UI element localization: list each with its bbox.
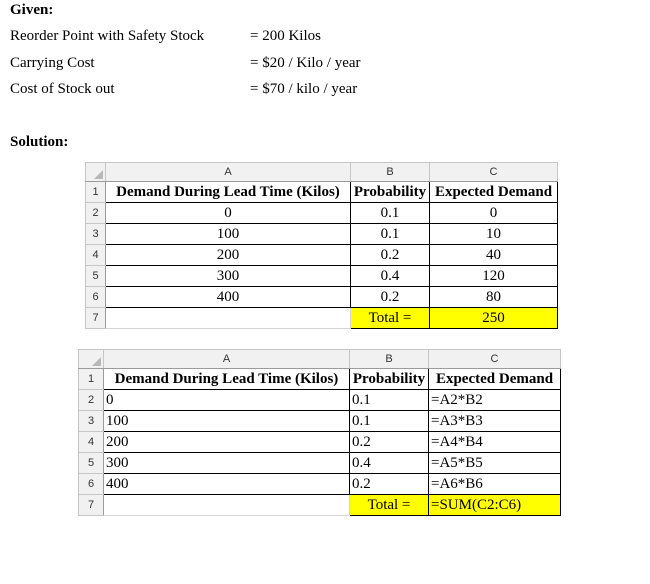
given-row-stock-out-cost xyxy=(10,81,410,101)
cell-formula[interactable]: =A3*B3 xyxy=(429,411,561,432)
spreadsheet-values xyxy=(85,162,558,329)
row-header[interactable]: 5 xyxy=(86,266,106,287)
cell-probability[interactable]: 0.4 xyxy=(351,266,430,287)
solution-heading: Solution: xyxy=(10,134,69,150)
table-row xyxy=(86,245,558,266)
cell-total-label[interactable]: Total = xyxy=(351,308,430,329)
column-header-row xyxy=(86,163,558,182)
cell-demand[interactable]: 200 xyxy=(104,432,350,453)
table-row xyxy=(79,369,561,390)
cell-formula[interactable]: =A6*B6 xyxy=(429,474,561,495)
given-value: = $20 / Kilo / year xyxy=(250,55,361,71)
cell-demand[interactable]: 300 xyxy=(106,266,351,287)
cell-probability[interactable]: 0.1 xyxy=(351,224,430,245)
table-row xyxy=(86,224,558,245)
given-label: Cost of Stock out xyxy=(10,81,115,97)
column-header-a[interactable]: A xyxy=(104,350,350,369)
cell-header-probability[interactable]: Probability xyxy=(350,369,429,390)
table-row xyxy=(79,474,561,495)
cell-expected-demand[interactable]: 10 xyxy=(430,224,558,245)
cell-probability[interactable]: 0.1 xyxy=(350,411,429,432)
cell-header-demand[interactable]: Demand During Lead Time (Kilos) xyxy=(106,182,351,203)
row-header[interactable]: 1 xyxy=(86,182,106,203)
given-label: Reorder Point with Safety Stock xyxy=(10,28,205,44)
table-row xyxy=(79,411,561,432)
cell-header-expected-demand[interactable]: Expected Demand xyxy=(429,369,561,390)
row-header[interactable]: 3 xyxy=(86,224,106,245)
cell-header-demand[interactable]: Demand During Lead Time (Kilos) xyxy=(104,369,350,390)
cell-probability[interactable]: 0.2 xyxy=(351,245,430,266)
cell-total-label[interactable]: Total = xyxy=(350,495,429,516)
given-label: Carrying Cost xyxy=(10,55,95,71)
cell-demand[interactable]: 0 xyxy=(104,390,350,411)
row-header[interactable]: 5 xyxy=(79,453,104,474)
table-row xyxy=(86,203,558,224)
cell-expected-demand[interactable]: 80 xyxy=(430,287,558,308)
cell-demand[interactable]: 300 xyxy=(104,453,350,474)
table-row xyxy=(86,182,558,203)
cell-total-formula[interactable]: =SUM(C2:C6) xyxy=(429,495,561,516)
column-header-c[interactable]: C xyxy=(429,350,561,369)
table-row-total xyxy=(79,495,561,516)
table-row xyxy=(86,266,558,287)
row-header[interactable]: 7 xyxy=(86,308,106,329)
cell-demand[interactable]: 100 xyxy=(106,224,351,245)
cell-expected-demand[interactable]: 0 xyxy=(430,203,558,224)
table-row xyxy=(79,432,561,453)
cell-formula[interactable]: =A4*B4 xyxy=(429,432,561,453)
column-header-b[interactable]: B xyxy=(350,350,429,369)
row-header[interactable]: 1 xyxy=(79,369,104,390)
cell-demand[interactable]: 200 xyxy=(106,245,351,266)
cell-formula[interactable]: =A2*B2 xyxy=(429,390,561,411)
given-value: = 200 Kilos xyxy=(250,28,321,44)
select-all-corner[interactable] xyxy=(79,350,104,369)
row-header[interactable]: 2 xyxy=(86,203,106,224)
cell-probability[interactable]: 0.2 xyxy=(351,287,430,308)
given-heading: Given: xyxy=(10,2,54,18)
table-row xyxy=(86,287,558,308)
table-row-total xyxy=(86,308,558,329)
select-all-corner[interactable] xyxy=(86,163,106,182)
row-header[interactable]: 6 xyxy=(79,474,104,495)
given-row-carrying-cost xyxy=(10,55,410,75)
cell-expected-demand[interactable]: 120 xyxy=(430,266,558,287)
cell-empty[interactable] xyxy=(104,495,350,516)
column-header-row xyxy=(79,350,561,369)
spreadsheet-formulas xyxy=(78,349,561,516)
cell-total-value[interactable]: 250 xyxy=(430,308,558,329)
cell-probability[interactable]: 0.1 xyxy=(350,390,429,411)
cell-probability[interactable]: 0.4 xyxy=(350,453,429,474)
row-header[interactable]: 2 xyxy=(79,390,104,411)
table-row xyxy=(79,390,561,411)
cell-demand[interactable]: 0 xyxy=(106,203,351,224)
cell-formula[interactable]: =A5*B5 xyxy=(429,453,561,474)
cell-probability[interactable]: 0.2 xyxy=(350,474,429,495)
row-header[interactable]: 6 xyxy=(86,287,106,308)
given-value: = $70 / kilo / year xyxy=(250,81,358,97)
cell-empty[interactable] xyxy=(106,308,351,329)
cell-demand[interactable]: 100 xyxy=(104,411,350,432)
select-all-icon xyxy=(92,357,101,366)
cell-probability[interactable]: 0.1 xyxy=(351,203,430,224)
row-header[interactable]: 7 xyxy=(79,495,104,516)
given-row-reorder-point xyxy=(10,28,410,48)
cell-header-probability[interactable]: Probability xyxy=(351,182,430,203)
cell-expected-demand[interactable]: 40 xyxy=(430,245,558,266)
row-header[interactable]: 4 xyxy=(86,245,106,266)
select-all-icon xyxy=(94,170,103,179)
column-header-a[interactable]: A xyxy=(106,163,351,182)
cell-demand[interactable]: 400 xyxy=(106,287,351,308)
row-header[interactable]: 3 xyxy=(79,411,104,432)
row-header[interactable]: 4 xyxy=(79,432,104,453)
cell-header-expected-demand[interactable]: Expected Demand xyxy=(430,182,558,203)
cell-demand[interactable]: 400 xyxy=(104,474,350,495)
cell-probability[interactable]: 0.2 xyxy=(350,432,429,453)
table-row xyxy=(79,453,561,474)
column-header-c[interactable]: C xyxy=(430,163,558,182)
column-header-b[interactable]: B xyxy=(351,163,430,182)
